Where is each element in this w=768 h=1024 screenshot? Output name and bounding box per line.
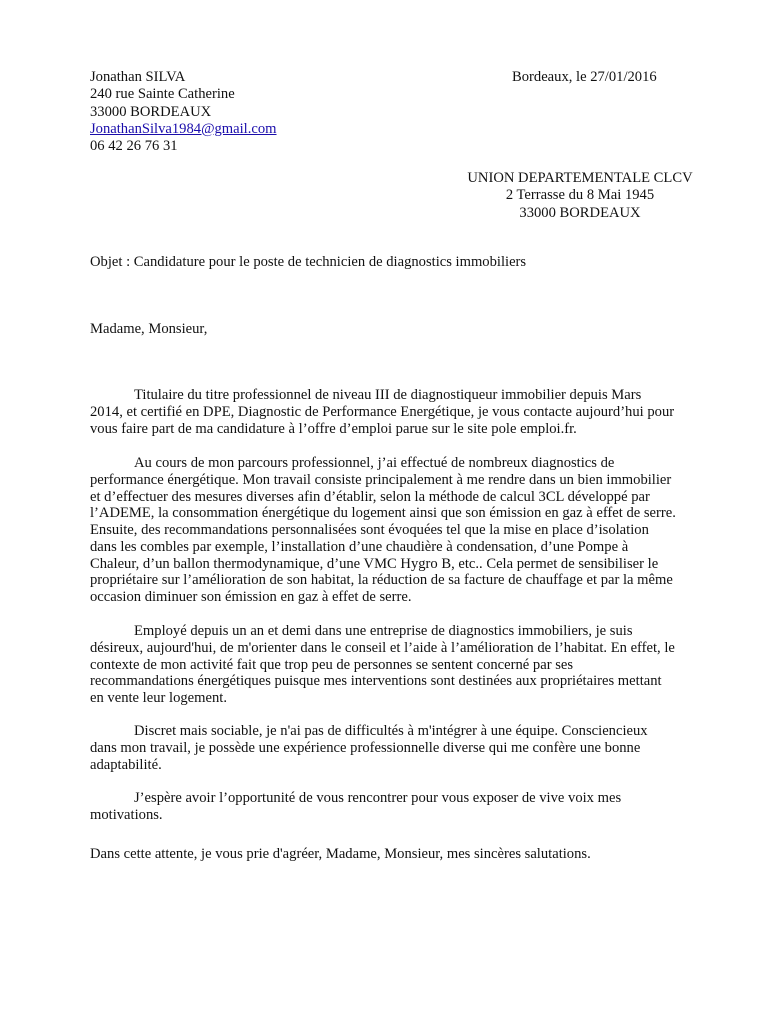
paragraph-line: Employé depuis un an et demi dans une entreprise de diagnostics immobiliers, je suis [134, 623, 633, 639]
paragraph-line: occasion diminuer son émission en gaz à effet de serre. [90, 589, 412, 605]
letter-date: Bordeaux, le 27/01/2016 [512, 69, 657, 85]
paragraph-line: dans mon travail, je possède une expérience professionnelle diverse qui me confère une bonne [90, 739, 641, 756]
paragraph-line: performance énergétique. Mon travail consiste principalement à me rendre dans un bien immobilier [90, 471, 672, 488]
sender-block [90, 69, 277, 155]
sender-city: 33000 BORDEAUX [90, 103, 212, 120]
paragraph-line: et d’effectuer des mesures diverses afin d’établir, selon la méthode de calcul 3CL développé par [90, 488, 650, 505]
letter-subject: Objet : Candidature pour le poste de technicien de diagnostics immobiliers [90, 254, 527, 270]
paragraph-line: désireux, aujourd'hui, de m'orienter dans le conseil et l’aide à l’amélioration de l’habitat. En effet, le [90, 639, 675, 656]
sender-street: 240 rue Sainte Catherine [90, 86, 235, 103]
letter-closing: Dans cette attente, je vous prie d'agréer, Madame, Monsieur, mes sincères salutations. [90, 846, 591, 862]
paragraph-line: 2014, et certifié en DPE, Diagnostic de Performance Energétique, je vous contacte aujourd’hui pour [90, 403, 675, 420]
paragraph-line: propriétaire sur l’amélioration de son habitat, la réduction de sa facture de chauffage et par la même [90, 572, 673, 589]
paragraph-line: Chaleur, d’un ballon thermodynamique, d’une VMC Hygro B, etc.. Cela permet de sensibiliser le [90, 555, 659, 572]
paragraph-line: Ensuite, des recommandations personnalisées sont évoquées tel que la mise en place d’isolation [90, 522, 649, 538]
recipient-block [380, 170, 768, 222]
paragraph-line: Au cours de mon parcours professionnel, j’ai effectué de nombreux diagnostics de [134, 455, 615, 471]
paragraph-line: contexte de mon activité fait que trop peu de personnes se sentent concerné par ses [90, 656, 574, 673]
sender-name: Jonathan SILVA [90, 69, 186, 85]
recipient-city: 33000 BORDEAUX [519, 204, 641, 221]
recipient-street: 2 Terrasse du 8 Mai 1945 [505, 187, 655, 204]
recipient-org: UNION DEPARTEMENTALE CLCV [467, 170, 693, 186]
paragraph-line: motivations. [90, 806, 163, 823]
sender-email-link[interactable]: JonathanSilva1984@gmail.com [90, 120, 277, 137]
paragraph-line: Discret mais sociable, je n'ai pas de difficultés à m'intégrer à une équipe. Consciencieux [134, 723, 648, 739]
paragraph-line: en vente leur logement. [90, 690, 227, 706]
sender-phone: 06 42 26 76 31 [90, 138, 178, 155]
paragraph-line: Titulaire du titre professionnel de niveau III de diagnostiqueur immobilier depuis Mars [134, 387, 642, 403]
paragraph-line: J’espère avoir l’opportunité de vous rencontrer pour vous exposer de vive voix mes [134, 790, 622, 806]
paragraph-line: vous faire part de ma candidature à l’offre d’emploi parue sur le site pole emploi.fr. [90, 420, 577, 437]
paragraph-line: dans les combles par exemple, l’installation d’une chaudière à condensation, d’une Pompe à [90, 538, 629, 555]
paragraph-line: recommandations énergétiques puisque mes interventions sont destinées aux propriétaires mettant [90, 673, 662, 690]
paragraph-line: l’ADEME, la consommation énergétique du logement ainsi que son émission en gaz à effet de serre. [90, 505, 676, 522]
letter-greeting: Madame, Monsieur, [90, 321, 208, 337]
paragraph-3 [90, 623, 682, 707]
paragraph-5 [90, 790, 682, 824]
paragraph-2 [90, 455, 682, 606]
paragraph-1 [90, 387, 682, 437]
paragraph-line: adaptabilité. [90, 756, 162, 773]
paragraph-4 [90, 723, 682, 773]
